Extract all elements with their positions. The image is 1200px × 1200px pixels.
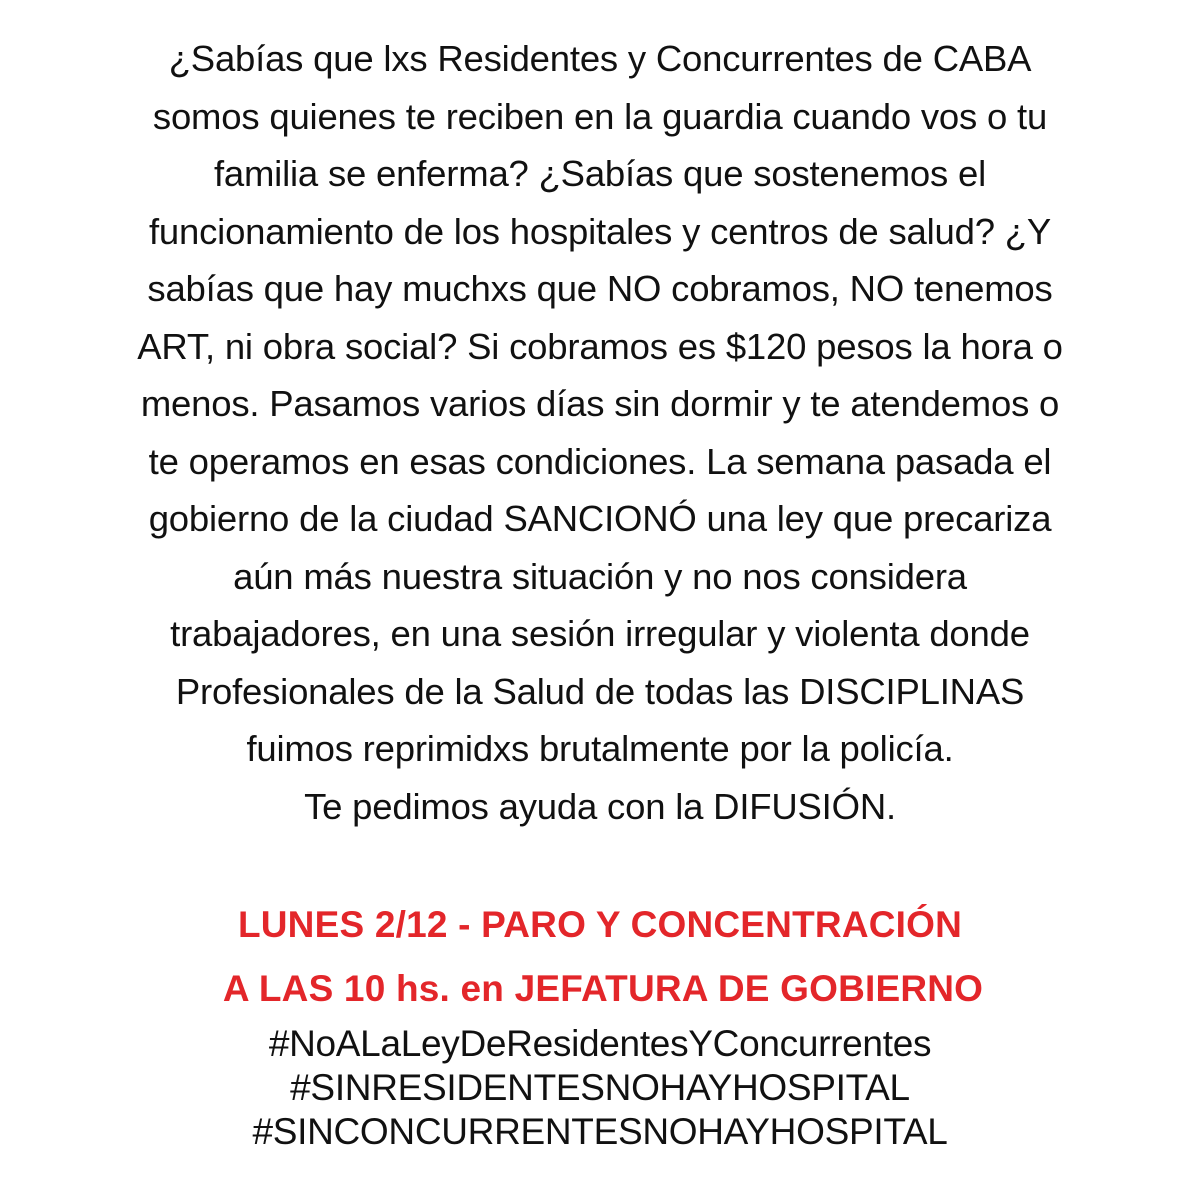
body-line: aún más nuestra situación y no nos considera bbox=[233, 555, 967, 597]
body-paragraph bbox=[0, 30, 1200, 835]
body-line: ¿Sabías que lxs Residentes y Concurrentes de CABA bbox=[168, 38, 1032, 79]
strike-date-line: LUNES 2/12 - PARO Y CONCENTRACIÓN bbox=[237, 904, 963, 945]
body-line: somos quienes te reciben en la guardia cuando vos o tu bbox=[152, 95, 1048, 137]
body-line: ART, ni obra social? Si cobramos es $120 pesos la hora o bbox=[137, 325, 1063, 367]
strike-location-line: A LAS 10 hs. en JEFATURA DE GOBIERNO bbox=[222, 968, 984, 1009]
body-line: menos. Pasamos varios días sin dormir y te atendemos o bbox=[140, 383, 1060, 424]
body-line: familia se enferma? ¿Sabías que sostenemos el bbox=[213, 153, 987, 194]
call-to-action: Te pedimos ayuda con la DIFUSIÓN. bbox=[304, 785, 896, 827]
hashtag: #NoALaLeyDeResidentesYConcurrentes bbox=[268, 1023, 932, 1064]
body-line: te operamos en esas condiciones. La semana pasada el bbox=[148, 440, 1052, 482]
body-line: fuimos reprimidxs brutalmente por la policía. bbox=[246, 728, 954, 769]
body-line: Profesionales de la Salud de todas las DISCIPLINAS bbox=[175, 670, 1025, 712]
strike-announcement bbox=[0, 893, 1200, 1021]
body-line: gobierno de la ciudad SANCIONÓ una ley que precariza bbox=[148, 498, 1052, 539]
body-line: trabajadores, en una sesión irregular y violenta donde bbox=[170, 613, 1030, 654]
body-line: funcionamiento de los hospitales y centros de salud? ¿Y bbox=[148, 210, 1052, 252]
hashtag-list bbox=[0, 1022, 1200, 1154]
body-line: sabías que hay muchxs que NO cobramos, NO tenemos bbox=[147, 268, 1053, 309]
hashtag: #SINCONCURRENTESNOHAYHOSPITAL bbox=[252, 1111, 948, 1152]
hashtag: #SINRESIDENTESNOHAYHOSPITAL bbox=[290, 1067, 910, 1108]
